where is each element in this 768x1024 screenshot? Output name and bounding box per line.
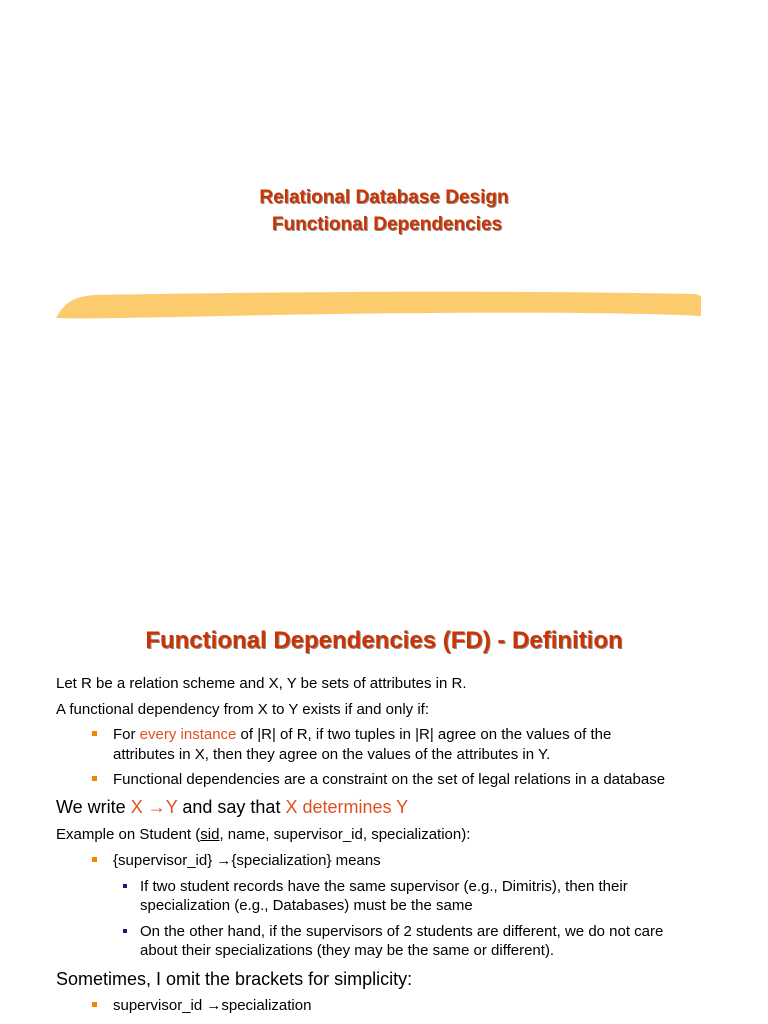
highlight-x-arrow-y: X →Y bbox=[130, 797, 178, 817]
text: of |R| of R, if two tuples in |R| agree on the values of the bbox=[236, 726, 612, 743]
text: We write bbox=[56, 797, 131, 817]
subbullet-marker bbox=[123, 929, 127, 933]
bullet-constraint: Functional dependencies are a constraint on the set of legal relations in a database bbox=[113, 771, 666, 788]
omit-brackets-line: Sometimes, I omit the brackets for simplicity: bbox=[56, 969, 413, 989]
text: For bbox=[113, 726, 140, 743]
bullet-no-brackets-example: supervisor_id →specialization bbox=[113, 997, 312, 1014]
bullet-marker bbox=[92, 731, 97, 736]
text: Example on Student ( bbox=[56, 826, 201, 843]
title-line-1: Relational Database Design bbox=[259, 187, 509, 208]
subbullet-different-supervisors: On the other hand, if the supervisors of 2 students are different, we do not care bbox=[140, 923, 664, 940]
primary-key-sid: sid bbox=[200, 826, 220, 843]
subbullet-same-supervisor: If two student records have the same supervisor (e.g., Dimitris), then their bbox=[140, 878, 628, 895]
bullet-marker bbox=[92, 857, 97, 862]
subbullet-same-supervisor-cont: specialization (e.g., Databases) must be the same bbox=[140, 897, 473, 914]
subbullet-marker bbox=[123, 884, 127, 888]
highlight-x-determines-y: X determines Y bbox=[285, 797, 409, 817]
text: and say that bbox=[177, 797, 286, 817]
bullet-marker bbox=[92, 1002, 97, 1007]
slide-2-title: Functional Dependencies (FD) - Definition bbox=[145, 627, 623, 654]
example-line bbox=[56, 825, 470, 845]
highlight-every-instance: every instance bbox=[139, 726, 237, 743]
slide-1-title bbox=[0, 184, 768, 238]
decorative-swoosh bbox=[56, 290, 702, 322]
we-write-line bbox=[56, 797, 408, 817]
title-line-2: Functional Dependencies bbox=[271, 214, 503, 235]
definition-line-2: A functional dependency from X to Y exists if and only if: bbox=[56, 701, 430, 718]
bullet-every-instance-cont: attributes in X, then they agree on the values of the attributes in Y. bbox=[113, 746, 551, 763]
subbullet-different-supervisors-cont: about their specializations (they may be the same or different). bbox=[140, 942, 555, 959]
bullet-fd-example: {supervisor_id} →{specialization} means bbox=[113, 852, 381, 869]
bullet-every-instance bbox=[113, 725, 611, 745]
text: , name, supervisor_id, specialization): bbox=[219, 826, 471, 843]
definition-line-1: Let R be a relation scheme and X, Y be sets of attributes in R. bbox=[56, 675, 467, 692]
bullet-marker bbox=[92, 776, 97, 781]
